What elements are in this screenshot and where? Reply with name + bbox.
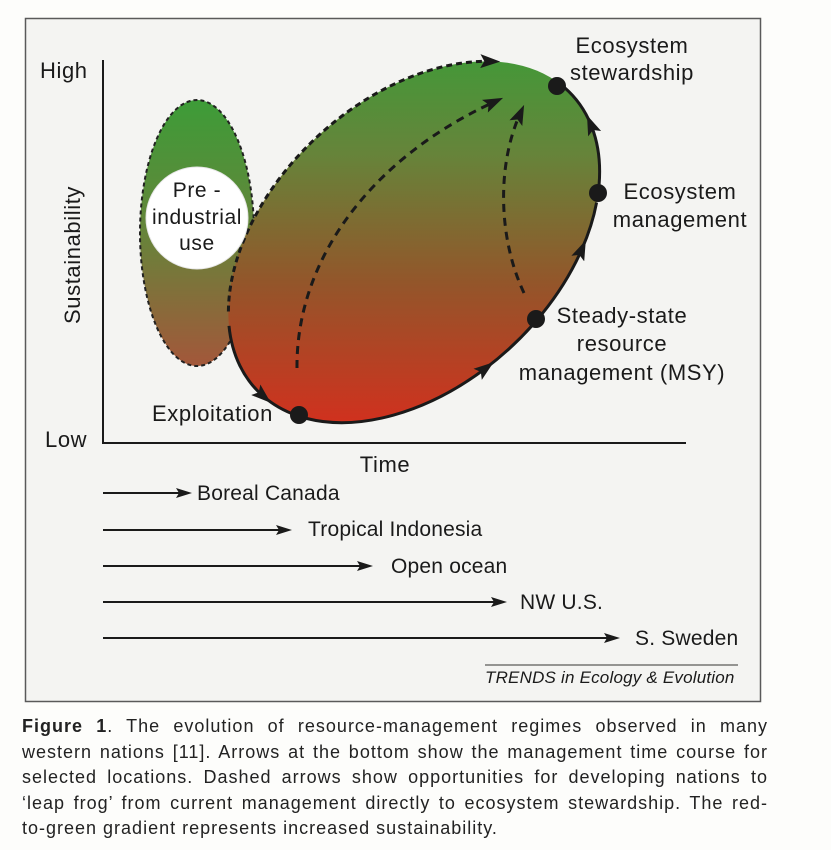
ecosystem-management-label-line-1: Ecosystem xyxy=(623,179,737,204)
y-axis-title: Sustainability xyxy=(60,185,85,325)
caption-line-4: ‘leap frog’ from current management directly to ecosystem stewardship. The red- xyxy=(22,792,768,813)
pre-industrial-label-line-3: use xyxy=(179,232,215,255)
caption-line-2: western nations [11]. Arrows at the bottom show the management time course for xyxy=(22,741,768,762)
source-credit: TRENDS in Ecology & Evolution xyxy=(485,668,735,687)
exploitation-dot xyxy=(290,406,308,424)
location-label-open-ocean: Open ocean xyxy=(391,555,508,578)
figure-caption xyxy=(22,714,768,842)
ecosystem-management-dot xyxy=(589,184,607,202)
caption-line-3: selected locations. Dashed arrows show opportunities for developing nations to xyxy=(22,767,768,788)
steady-state-dot xyxy=(527,310,545,328)
steady-state-label-line-3: management (MSY) xyxy=(518,360,726,385)
caption-figure-label: Figure 1 xyxy=(22,716,108,736)
pre-industrial-label-line-2: industrial xyxy=(151,206,243,229)
exploitation-label: Exploitation xyxy=(152,401,273,426)
caption-line-5: to-green gradient represents increased sustainability. xyxy=(22,818,498,839)
caption-line-1-text: . The evolution of resource-management regimes observed in many xyxy=(107,716,769,736)
ecosystem-stewardship-dot xyxy=(548,77,566,95)
location-label-boreal-canada: Boreal Canada xyxy=(197,482,340,505)
location-label-s-sweden: S. Sweden xyxy=(635,627,739,650)
caption-line-1 xyxy=(22,714,768,740)
location-label-nw-us: NW U.S. xyxy=(520,591,604,614)
location-label-tropical-indonesia: Tropical Indonesia xyxy=(308,518,483,541)
stewardship-label-line-1: Ecosystem xyxy=(575,33,689,58)
x-axis-title: Time xyxy=(359,452,411,477)
pre-industrial-label-line-1: Pre - xyxy=(172,179,222,202)
steady-state-label-line-1: Steady-state xyxy=(556,303,688,328)
stewardship-label-line-2: stewardship xyxy=(570,60,694,85)
ecosystem-management-label-line-2: management xyxy=(612,207,748,232)
y-axis-high-label: High xyxy=(40,58,88,83)
y-axis-low-label: Low xyxy=(45,427,88,452)
steady-state-label-line-2: resource xyxy=(576,331,668,356)
